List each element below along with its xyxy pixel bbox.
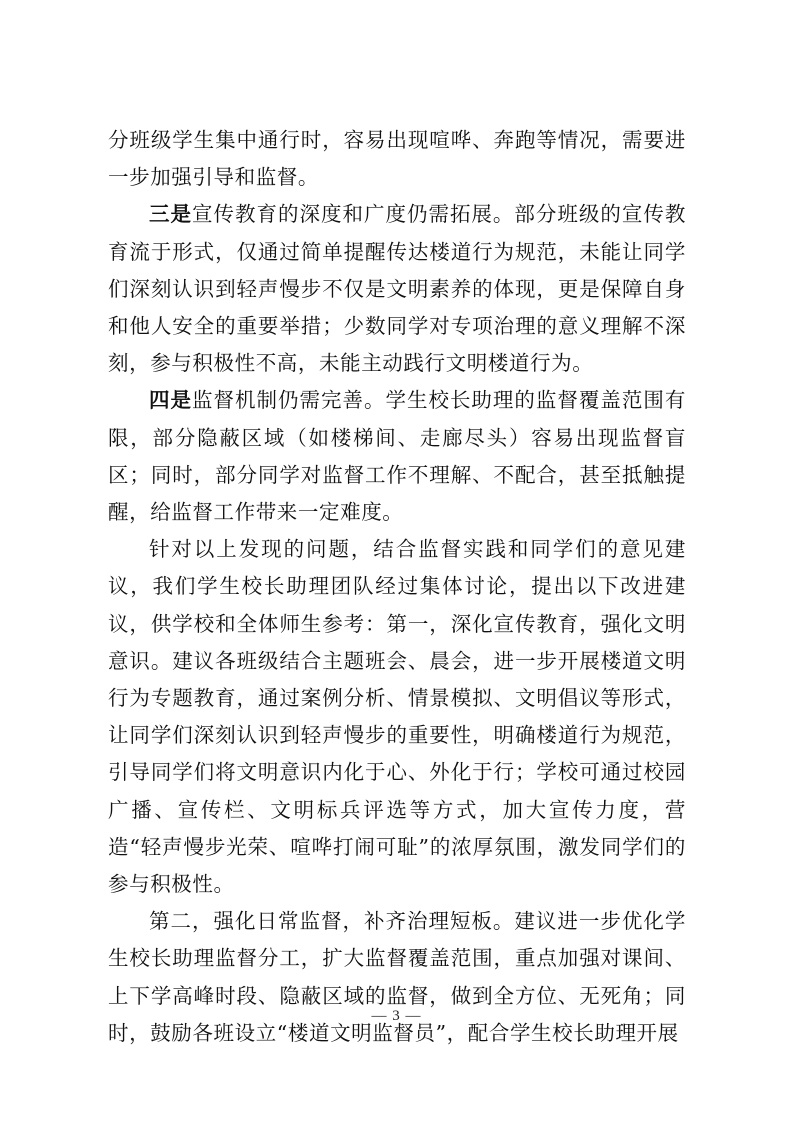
paragraph-text: 第二，强化日常监督，补齐治理短板。建议进一步优化学生校长助理监督分工，扩大监督覆盖范围，重点加强对课间、上下学高峰时段、隐蔽区域的监督，做到全方位、无死角；同时，鼓励各班设立“楼道文明监督员”，配合学生校长助理开展: [108, 909, 686, 1045]
paragraph-text: 分班级学生集中通行时，容易出现喧哗、奔跑等情况，需要进一步加强引导和监督。: [108, 128, 686, 190]
page-number: — 3 —: [371, 1008, 422, 1024]
paragraph-second-suggestion: [108, 903, 686, 1052]
paragraph-suggestions: [108, 531, 686, 903]
paragraph-point-four: [108, 382, 686, 531]
paragraph-point-three: [108, 196, 686, 382]
paragraph-lead: 三是: [149, 202, 192, 227]
paragraph-lead: 四是: [149, 388, 192, 413]
paragraph-continuation: [108, 122, 686, 196]
paragraph-text: 针对以上发现的问题，结合监督实践和同学们的意见建议，我们学生校长助理团队经过集体讨论，提出以下改进建议，供学校和全体师生参考：第一，深化宣传教育，强化文明意识。建议各班级结合主题班会、晨会，进一步开展楼道文明行为专题教育，通过案例分析、情景模拟、文明倡议等形式，让同学们深刻认识到轻声慢步的重要性，明确楼道行为规范，引导同学们将文明意识内化于心、外化于行；学校可通过校园广播、宣传栏、文明标兵评选等方式，加大宣传力度，营造“轻声慢步光荣、喧哗打闹可耻”的浓厚氛围，激发同学们的参与积极性。: [108, 537, 686, 897]
paragraph-text: 监督机制仍需完善。学生校长助理的监督覆盖范围有限，部分隐蔽区域（如楼梯间、走廊尽头）容易出现监督盲区；同时，部分同学对监督工作不理解、不配合，甚至抵触提醒，给监督工作带来一定难度。: [108, 388, 686, 525]
document-body: [108, 122, 686, 1052]
paragraph-text: 宣传教育的深度和广度仍需拓展。部分班级的宣传教育流于形式，仅通过简单提醒传达楼道行为规范，未能让同学们深刻认识到轻声慢步不仅是文明素养的体现，更是保障自身和他人安全的重要举措；少数同学对专项治理的意义理解不深刻，参与积极性不高，未能主动践行文明楼道行为。: [108, 202, 686, 376]
